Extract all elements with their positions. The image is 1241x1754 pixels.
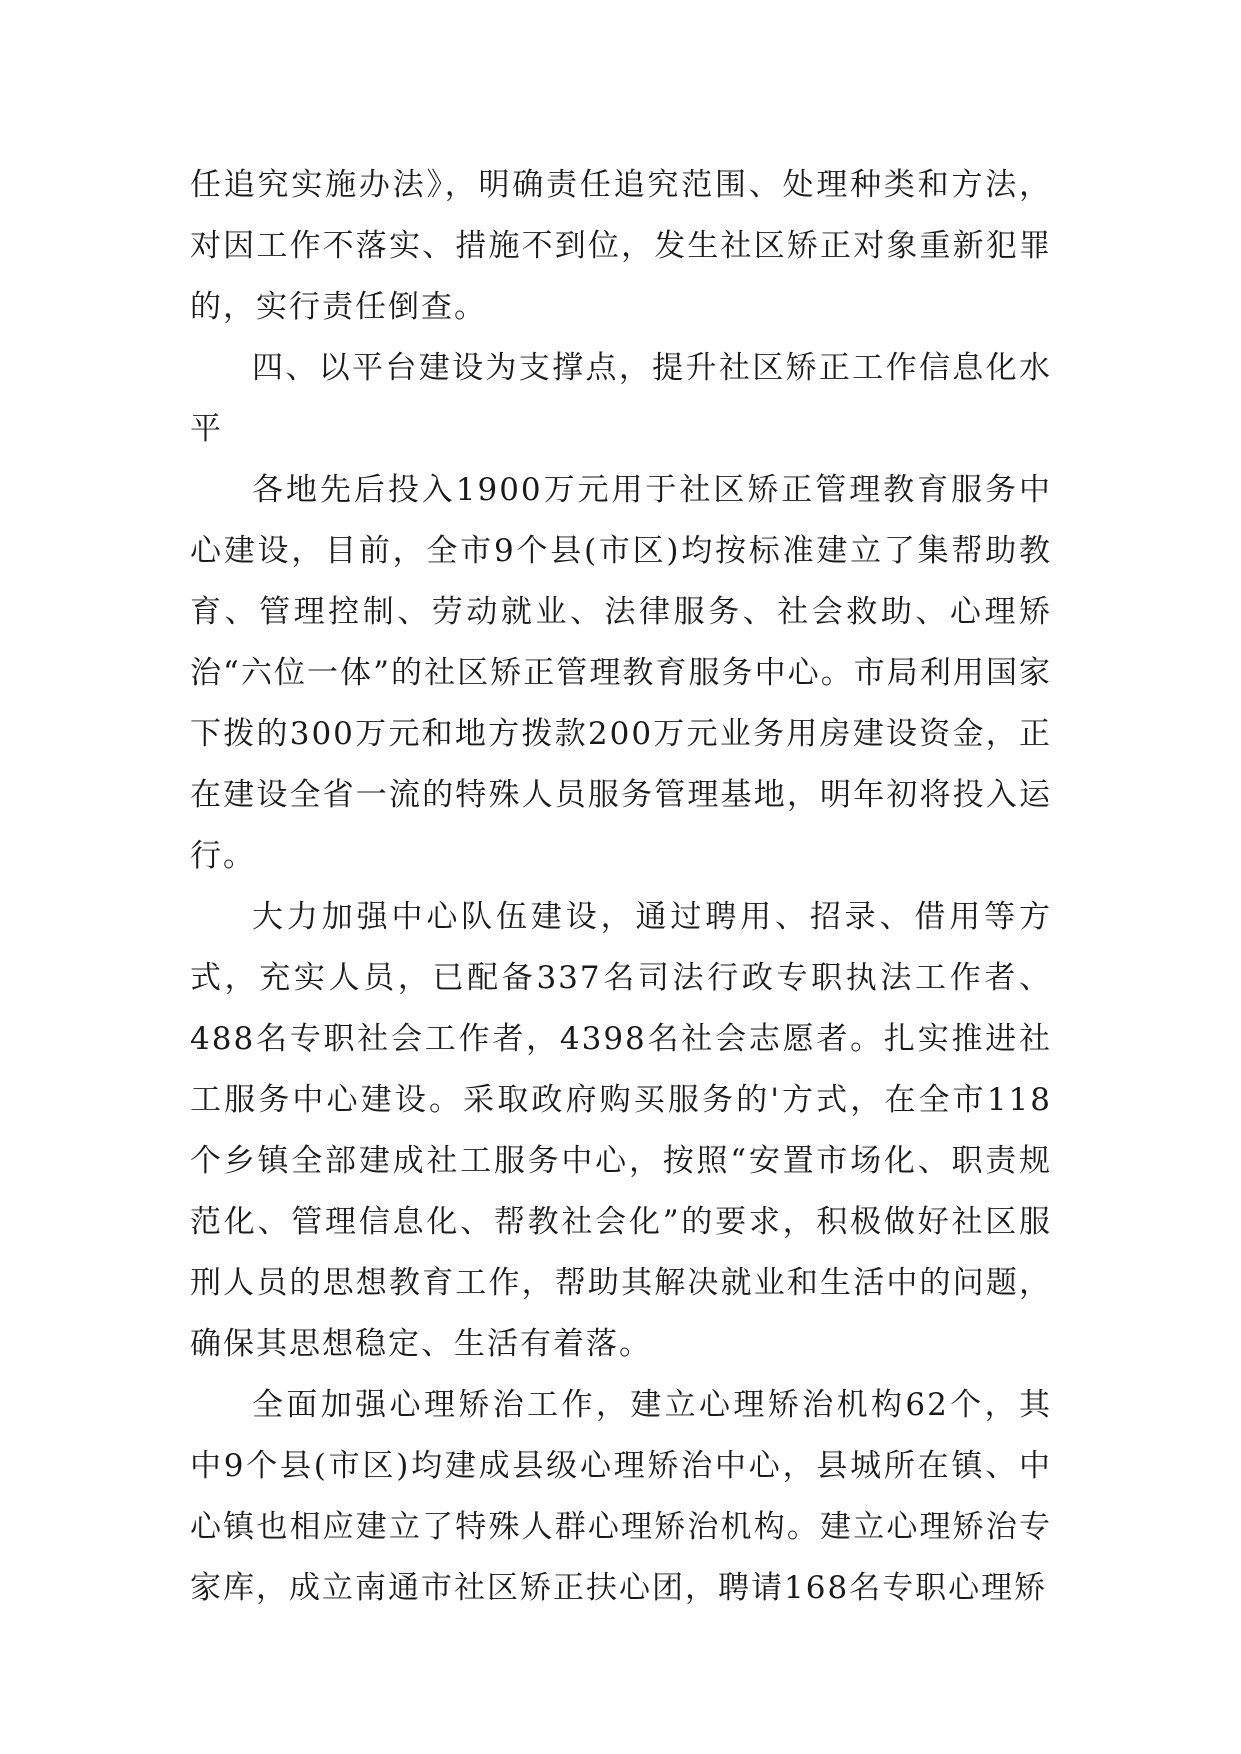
paragraph-staffing: 大力加强中心队伍建设，通过聘用、招录、借用等方式，充实人员，已配备337名司法行政专职执法工作者、488名专职社会工作者，4398名社会志愿者。扎实推进社工服务中心建设。采取政府购买服务的'方式，在全市118个乡镇全部建成社工服务中心，按照“安置市场化、职责规范化、管理信息化、帮教社会化”的要求，积极做好社区服刑人员的思想教育工作，帮助其解决就业和生活中的问题，确保其思想稳定、生活有着落。 xyxy=(190,899,1052,1362)
paragraph-accountability: 任追究实施办法》，明确责任追究范围、处理种类和方法，对因工作不落实、措施不到位，发生社区矫正对象重新犯罪的，实行责任倒查。 xyxy=(190,167,1052,325)
paragraph-investment: 各地先后投入1900万元用于社区矫正管理教育服务中心建设，目前，全市9个县(市区)均按标准建立了集帮助教育、管理控制、劳动就业、法律服务、社会救助、心理矫治“六位一体”的社区矫正管理教育服务中心。市局利用国家下拨的300万元和地方拨款200万元业务用房建设资金，正在建设全省一流的特殊人员服务管理基地，明年初将投入运行。 xyxy=(190,472,1052,874)
paragraph-psychology: 全面加强心理矫治工作，建立心理矫治机构62个，其中9个县(市区)均建成县级心理矫治中心，县城所在镇、中心镇也相应建立了特殊人群心理矫治机构。建立心理矫治专家库，成立南通市社区矫正扶心团，聘请168名专职心理矫 xyxy=(190,1387,1052,1606)
section-heading-four: 四、以平台建设为支撑点，提升社区矫正工作信息化水平 xyxy=(190,350,1052,447)
document-page xyxy=(190,155,1052,1619)
